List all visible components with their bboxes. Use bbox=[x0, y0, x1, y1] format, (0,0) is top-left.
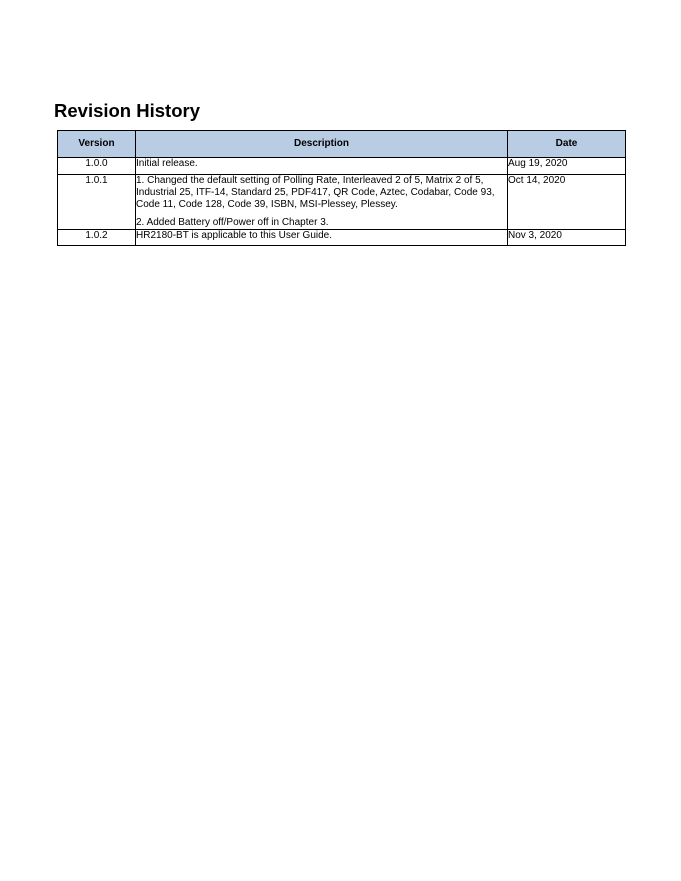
description-cell bbox=[136, 230, 508, 246]
version-cell: 1.0.1 bbox=[58, 175, 136, 230]
table-header-row bbox=[58, 131, 626, 158]
revision-history-table bbox=[57, 130, 626, 246]
column-header-date: Date bbox=[508, 131, 626, 158]
description-paragraph: Initial release. bbox=[136, 158, 198, 169]
description-cell bbox=[136, 158, 508, 175]
date-cell: Nov 3, 2020 bbox=[508, 230, 626, 246]
version-cell: 1.0.0 bbox=[58, 158, 136, 175]
column-header-version: Version bbox=[58, 131, 136, 158]
version-cell: 1.0.2 bbox=[58, 230, 136, 246]
description-cell bbox=[136, 175, 508, 230]
description-paragraph: HR2180-BT is applicable to this User Guide. bbox=[136, 230, 333, 241]
column-header-description: Description bbox=[136, 131, 508, 158]
table-row bbox=[58, 230, 626, 246]
table-row bbox=[58, 158, 626, 175]
table-row bbox=[58, 175, 626, 230]
date-cell: Aug 19, 2020 bbox=[508, 158, 626, 175]
page-title: Revision History bbox=[54, 100, 200, 121]
description-paragraph: 2. Added Battery off/Power off in Chapter 3. bbox=[136, 217, 329, 228]
description-paragraph: 1. Changed the default setting of Polling Rate, Interleaved 2 of 5, Matrix 2 of 5, Industrial 25, ITF-14, Standard 25, PDF417, QR Code, Aztec, Codabar, Code 93, Code 11, Code 128, Code 39, ISBN, MSI-Plessey, Plessey. bbox=[136, 175, 495, 210]
date-cell: Oct 14, 2020 bbox=[508, 175, 626, 230]
